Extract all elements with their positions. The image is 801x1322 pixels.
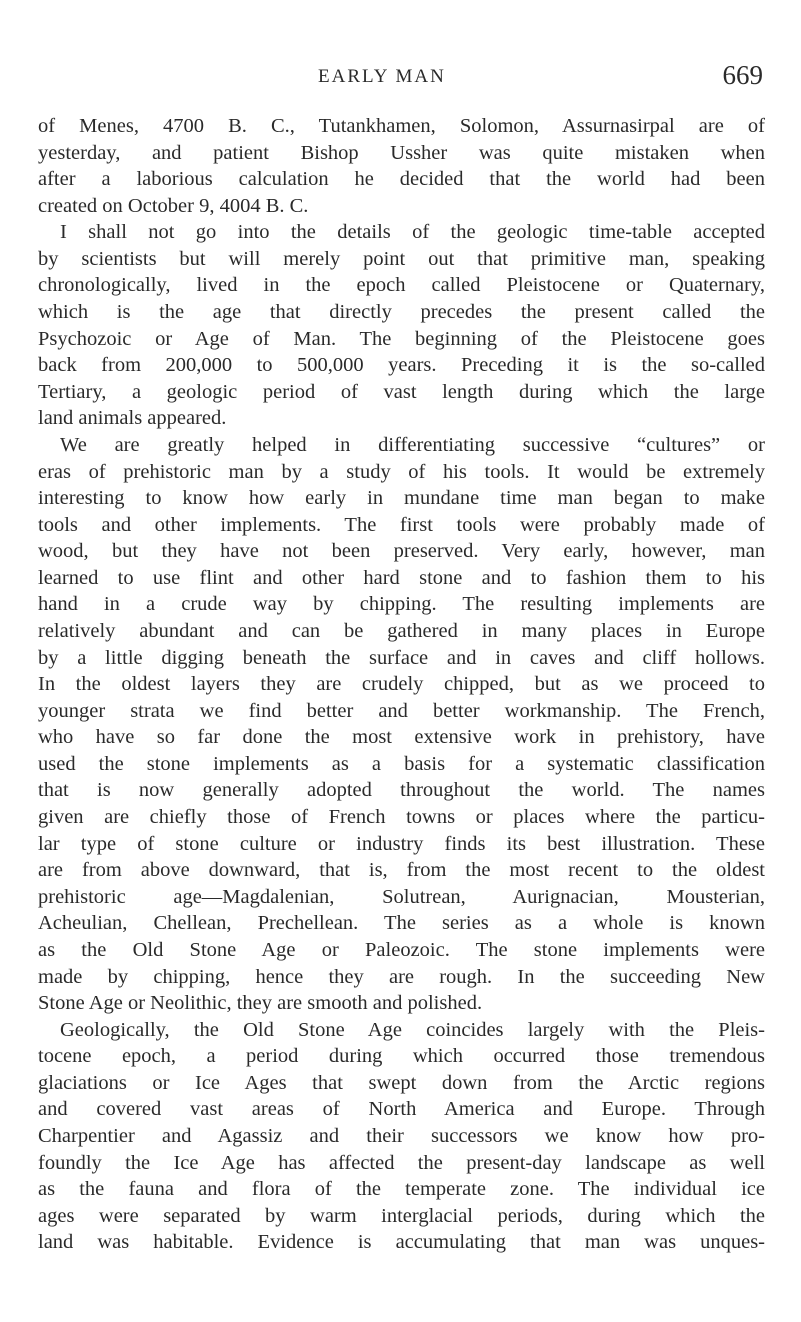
text-line: lar type of stone culture or industry finds its best illustration. These bbox=[38, 832, 765, 855]
body-text bbox=[38, 113, 765, 1256]
text-line: used the stone implements as a basis for a systematic classification bbox=[38, 752, 765, 775]
text-line: eras of prehistoric man by a study of his tools. It would be extremely bbox=[38, 460, 765, 483]
text-line: chronologically, lived in the epoch called Pleistocene or Quaternary, bbox=[38, 274, 765, 297]
text-line: prehistoric age—Magdalenian, Solutrean, Aurignacian, Mousterian, bbox=[38, 885, 765, 908]
text-line: who have so far done the most extensive work in prehistory, have bbox=[38, 726, 765, 749]
text-line: Stone Age or Neolithic, they are smooth and polished. bbox=[38, 992, 483, 1015]
page-number: 669 bbox=[722, 60, 763, 90]
text-line: land was habitable. Evidence is accumulating that man was unques- bbox=[38, 1231, 765, 1254]
text-line: foundly the Ice Age has affected the present-day landscape as well bbox=[38, 1151, 765, 1174]
text-line: and covered vast areas of North America and Europe. Through bbox=[38, 1098, 765, 1121]
text-line: learned to use flint and other hard stone and to fashion them to his bbox=[38, 566, 765, 589]
text-line: which is the age that directly precedes the present called the bbox=[38, 301, 765, 324]
text-line: as the Old Stone Age or Paleozoic. The stone implements were bbox=[38, 938, 765, 961]
text-line: Acheulian, Chellean, Prechellean. The series as a whole is known bbox=[38, 912, 765, 935]
text-line: Tertiary, a geologic period of vast length during which the large bbox=[38, 380, 765, 403]
text-line: interesting to know how early in mundane time man began to make bbox=[38, 487, 765, 510]
text-line: Charpentier and Agassiz and their successors we know how pro- bbox=[38, 1124, 765, 1147]
text-line: younger strata we find better and better workmanship. The French, bbox=[38, 699, 765, 722]
text-line: Geologically, the Old Stone Age coincides largely with the Pleis- bbox=[60, 1018, 765, 1041]
text-line: In the oldest layers they are crudely chipped, but as we proceed to bbox=[38, 673, 765, 696]
text-line: by scientists but will merely point out that primitive man, speaking bbox=[38, 247, 765, 270]
text-line: created on October 9, 4004 B. C. bbox=[38, 194, 309, 217]
text-line: after a laborious calculation he decided that the world had been bbox=[38, 168, 765, 191]
text-line: are from above downward, that is, from the most recent to the oldest bbox=[38, 859, 765, 882]
text-line: yesterday, and patient Bishop Ussher was quite mistaken when bbox=[38, 141, 765, 164]
text-line: tocene epoch, a period during which occurred those tremendous bbox=[38, 1045, 765, 1068]
text-line: ages were separated by warm interglacial periods, during which the bbox=[38, 1204, 765, 1227]
text-line: that is now generally adopted throughout the world. The names bbox=[38, 779, 765, 802]
running-title: EARLY MAN bbox=[318, 66, 446, 87]
text-line: land animals appeared. bbox=[38, 407, 227, 430]
text-line: by a little digging beneath the surface and in caves and cliff hollows. bbox=[38, 646, 765, 669]
text-line: glaciations or Ice Ages that swept down from the Arctic regions bbox=[38, 1071, 765, 1094]
text-line: Psychozoic or Age of Man. The beginning of the Pleistocene goes bbox=[38, 327, 765, 350]
text-line: wood, but they have not been preserved. Very early, however, man bbox=[38, 540, 765, 563]
text-line: hand in a crude way by chipping. The resulting implements are bbox=[38, 593, 765, 616]
text-line: We are greatly helped in differentiating successive “cultures” or bbox=[60, 433, 765, 456]
text-line: back from 200,000 to 500,000 years. Preceding it is the so-called bbox=[38, 354, 765, 377]
text-line: tools and other implements. The first tools were probably made of bbox=[38, 513, 765, 536]
text-line: made by chipping, hence they are rough. In the succeeding New bbox=[38, 965, 765, 988]
text-line: given are chiefly those of French towns or places where the particu- bbox=[38, 806, 765, 829]
text-line: as the fauna and flora of the temperate zone. The individual ice bbox=[38, 1178, 765, 1201]
running-head bbox=[0, 60, 801, 100]
text-line: of Menes, 4700 B. C., Tutankhamen, Solomon, Assurnasirpal are of bbox=[38, 115, 765, 137]
text-line: relatively abundant and can be gathered in many places in Europe bbox=[38, 619, 765, 642]
text-line: I shall not go into the details of the geologic time-table accepted bbox=[60, 221, 765, 244]
